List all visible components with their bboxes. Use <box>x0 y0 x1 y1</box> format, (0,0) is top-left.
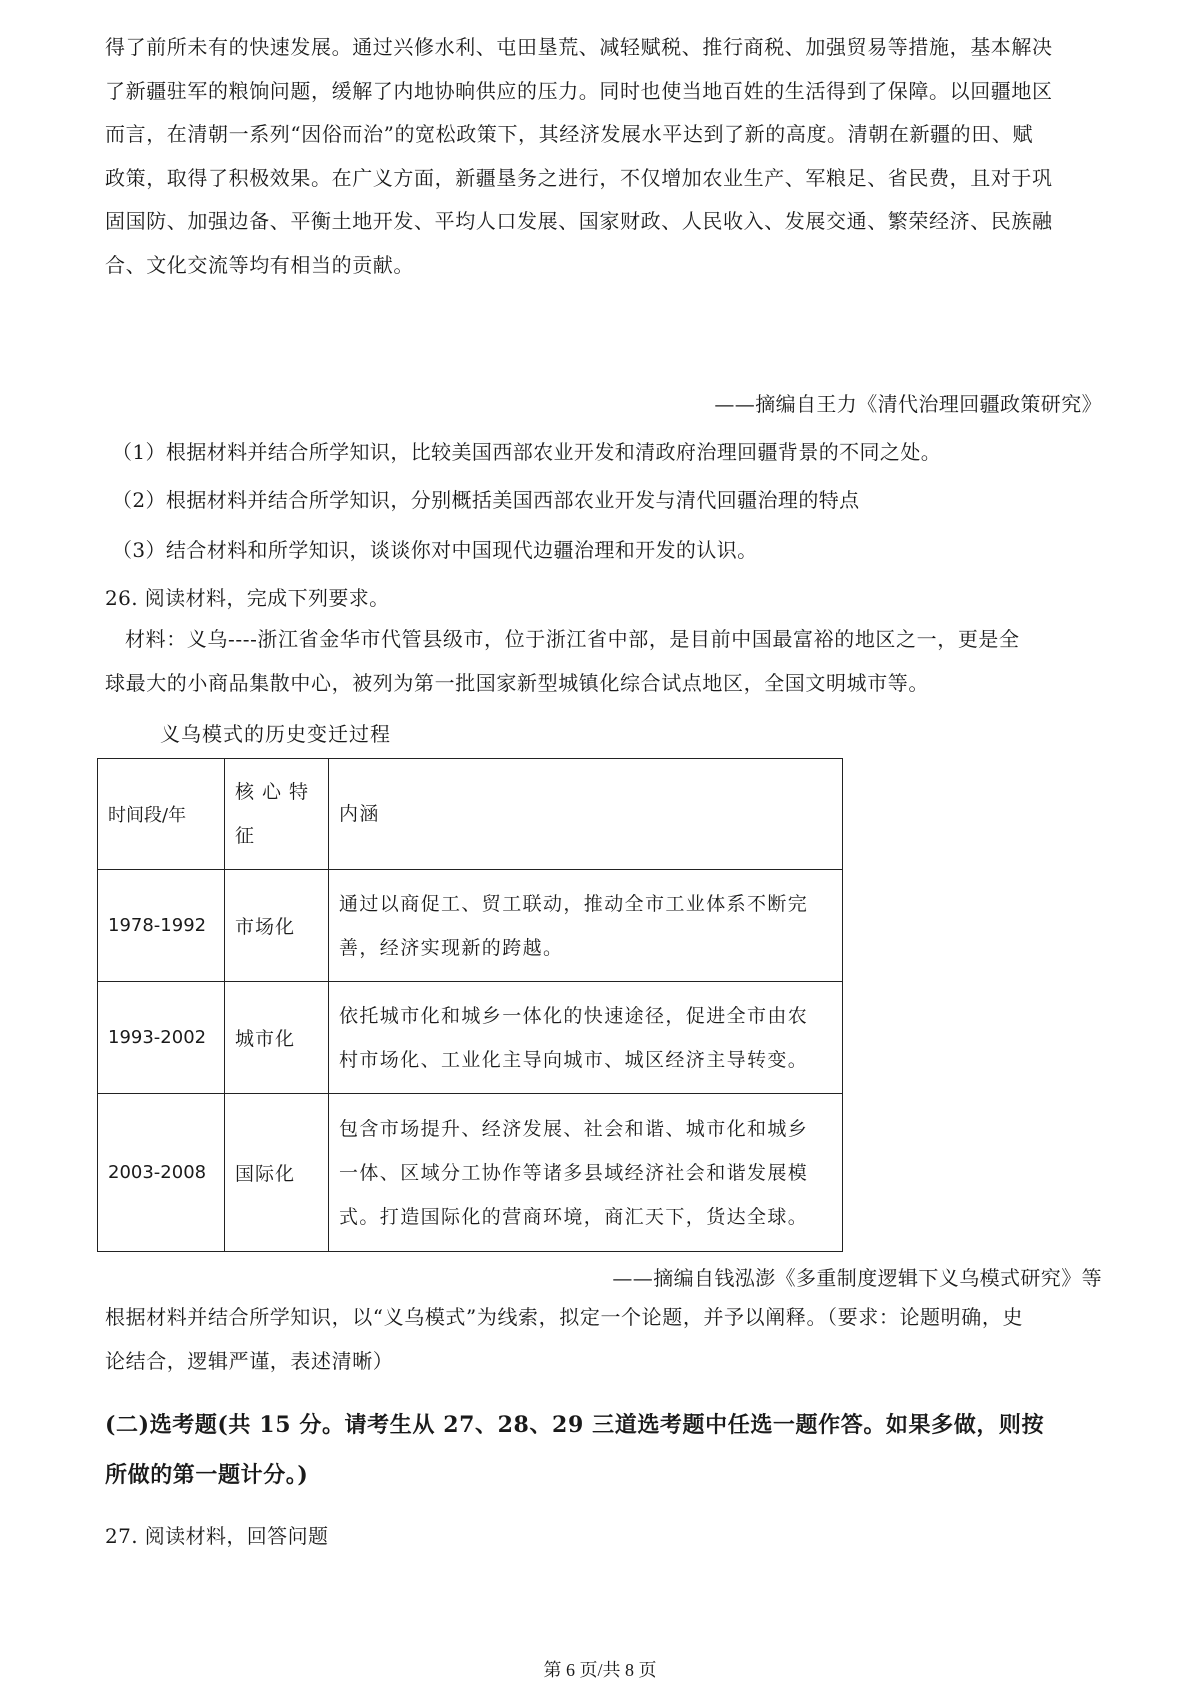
material-paragraph <box>105 618 1103 705</box>
cell-meaning <box>329 982 843 1094</box>
cell-period: 2003-2008 <box>98 1094 225 1252</box>
table-row <box>98 982 843 1094</box>
section-line: (二)选考题(共 15 分。请考生从 27、28、29 三道选考题中任选一题作答。如果多做，则按 <box>105 1412 1045 1438</box>
intro-line: 而言，在清朝一系列“因俗而治”的宽松政策下，其经济发展水平达到了新的高度。清朝在新疆的田、赋 <box>105 122 1034 146</box>
meaning-line: 通过以商促工、贸工联动，推动全市工业体系不断完 <box>339 892 809 915</box>
cell-feature: 市场化 <box>225 870 329 982</box>
meaning-line: 一体、区域分工协作等诸多县域经济社会和谐发展模 <box>339 1161 809 1184</box>
header-meaning: 内涵 <box>329 759 843 870</box>
intro-line: 了新疆驻军的粮饷问题，缓解了内地协晌供应的压力。同时也使当地百姓的生活得到了保障。以回疆地区 <box>105 78 1053 103</box>
task-line: 论结合，逻辑严谨，表述清晰） <box>105 1348 394 1373</box>
intro-line: 得了前所未有的快速发展。通过兴修水利、屯田垦荒、减轻赋税、推行商税、加强贸易等措施，基本解决 <box>105 35 1053 59</box>
cell-meaning <box>329 870 843 982</box>
meaning-line: 村市场化、工业化主导向城市、城区经济主导转变。 <box>339 1048 809 1071</box>
question-item: （2）根据材料并结合所学知识，分别概括美国西部农业开发与清代回疆治理的特点 <box>112 488 860 512</box>
source-citation: ——摘编自钱泓澎《多重制度逻辑下义乌模式研究》等 <box>612 1266 1102 1290</box>
cell-feature: 城市化 <box>225 982 329 1094</box>
material-line: 材料：义乌----浙江省金华市代管县级市，位于浙江省中部，是目前中国最富裕的地区之一，更是全 <box>125 627 1020 651</box>
cell-period: 1978-1992 <box>98 870 225 982</box>
material-line: 球最大的小商品集散中心，被列为第一批国家新型城镇化综合试点地区，全国文明城市等。 <box>105 670 929 695</box>
question-item: （3）结合材料和所学知识，谈谈你对中国现代边疆治理和开发的认识。 <box>112 538 758 562</box>
question-heading: 27. 阅读材料，回答问题 <box>105 1524 329 1548</box>
section-line: 所做的第一题计分。) <box>105 1462 309 1488</box>
history-table <box>97 758 843 1252</box>
cell-meaning <box>329 1094 843 1252</box>
source-citation: ——摘编自王力《清代治理回疆政策研究》 <box>714 392 1102 416</box>
meaning-line: 式。打造国际化的营商环境，商汇天下，货达全球。 <box>339 1205 809 1228</box>
meaning-line: 依托城市化和城乡一体化的快速途径，促进全市由农 <box>339 1004 809 1027</box>
task-line: 根据材料并结合所学知识，以“义乌模式”为线索，拟定一个论题，并予以阐释。（要求：论题明确，史 <box>105 1305 1024 1329</box>
task-paragraph <box>105 1296 1103 1383</box>
question-item: （1）根据材料并结合所学知识，比较美国西部农业开发和清政府治理回疆背景的不同之处。 <box>112 440 942 464</box>
intro-line: 固国防、加强边备、平衡土地开发、平均人口发展、国家财政、人民收入、发展交通、繁荣经济、民族融 <box>105 209 1053 233</box>
cell-feature: 国际化 <box>225 1094 329 1252</box>
header-feature-line: 征 <box>235 825 263 847</box>
meaning-line: 善，经济实现新的跨越。 <box>339 936 564 959</box>
header-feature-line: 核心特 <box>235 781 317 803</box>
page-footer: 第 6 页/共 8 页 <box>543 1660 657 1680</box>
table-header-row <box>98 759 843 870</box>
cell-period: 1993-2002 <box>98 982 225 1094</box>
section-heading <box>105 1400 1105 1500</box>
intro-line: 政策，取得了积极效果。在广义方面，新疆垦务之进行，不仅增加农业生产、军粮足、省民费，且对于巩 <box>105 165 1053 190</box>
question-heading: 26. 阅读材料，完成下列要求。 <box>105 586 390 610</box>
table-row <box>98 870 843 982</box>
table-caption: 义乌模式的历史变迁过程 <box>160 722 391 746</box>
table-row <box>98 1094 843 1252</box>
intro-line: 合、文化交流等均有相当的贡献。 <box>105 252 414 277</box>
meaning-line: 包含市场提升、经济发展、社会和谐、城市化和城乡 <box>339 1117 809 1140</box>
header-period: 时间段/年 <box>98 759 225 870</box>
intro-paragraph <box>105 26 1103 287</box>
header-feature <box>225 759 329 870</box>
